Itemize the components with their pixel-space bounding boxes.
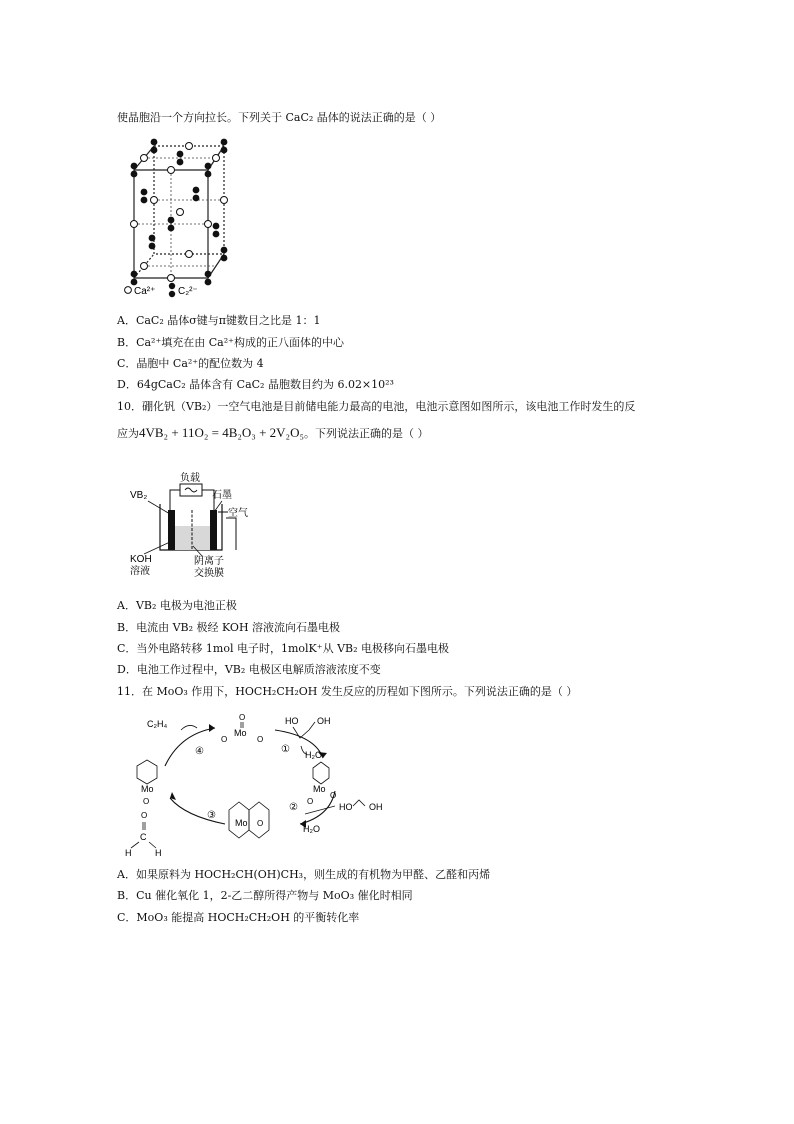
glycol-ho-right: HO [339, 802, 353, 812]
q11-option-c: C．MoO₃ 能提高 HOCH₂CH₂OH 的平衡转化率 [117, 911, 360, 924]
legend-c2-label: C₂²⁻ [178, 286, 198, 297]
ethylene-label: C₂H₄ [147, 719, 168, 729]
glycol-oh-right: OH [369, 802, 383, 812]
q11-stem: 11．在 MoO₃ 作用下，HOCH₂CH₂OH 发生反应的历程如下图所示。下列说法正确的是（ ） [117, 685, 578, 698]
graphite-electrode [210, 510, 217, 550]
mo-intermediate-2: Mo [235, 818, 248, 828]
q10-option-a: A．VB₂ 电极为电池正极 [117, 599, 237, 612]
vb2-air-battery-diagram [130, 470, 260, 580]
q9-option-a: A．CaC₂ 晶体σ键与π键数目之比是 1：1 [117, 314, 321, 327]
water-label-2: H₂O [303, 824, 320, 834]
battery-reaction-equation: 4VB₂ + 11O₂ = 4B₂O₃ + 2V₂O₅ [139, 425, 304, 440]
mo-int1-oxo: O [307, 797, 314, 806]
q9-option-d: D．64gCaC₂ 晶体含有 CaC₂ 晶胞数目约为 6.02×10²³ [117, 378, 394, 391]
cac2-unit-cell-diagram [120, 130, 230, 305]
legend-ca-label: Ca²⁺ [134, 286, 156, 297]
membrane-label-1: 阴离子 [194, 556, 224, 567]
top-oxo-o: O [239, 713, 246, 722]
moo3-reaction-cycle-diagram [125, 706, 395, 866]
q10-stem-line1: 10．硼化钒（VB₂）一空气电池是目前储电能力最高的电池，电池示意图如图所示，该电池工作时发生的反 [117, 400, 636, 413]
water-label-1: H₂O [305, 750, 322, 760]
q11-option-b: B．Cu 催化氧化 1，2-乙二醇所得产物与 MoO₃ 催化时相同 [117, 889, 413, 902]
q10-stem-post: 。下列说法正确的是（ ） [304, 427, 429, 440]
mo-intermediate-4: Mo [141, 784, 154, 794]
koh-label: KOH [130, 554, 152, 565]
formaldehyde-h-right: H [155, 848, 162, 858]
formaldehyde-h-left: H [125, 848, 132, 858]
mo-int4-o: O [143, 797, 150, 806]
q9-option-b: B．Ca²⁺填充在由 Ca²⁺构成的正八面体的中心 [117, 336, 344, 349]
q10-option-b: B．电流由 VB₂ 极经 KOH 溶液流向石墨电极 [117, 621, 341, 634]
q10-option-d: D．电池工作过程中，VB₂ 电极区电解质溶液浓度不变 [117, 663, 381, 676]
vb2-electrode [168, 510, 175, 550]
ca-ion-legend-icon [125, 287, 132, 294]
solution-label: 溶液 [130, 566, 150, 577]
moo3-mo: Mo [234, 728, 247, 738]
step2-label: ② [289, 802, 298, 813]
moo3-o-left: O [221, 735, 228, 744]
mo-int1-o: O [330, 791, 337, 800]
mo-int2-oxo: O [257, 819, 264, 828]
vb2-label: VB₂ [130, 490, 148, 501]
mo-intermediate-1: Mo [313, 784, 326, 794]
q10-stem-pre: 应为 [117, 427, 139, 440]
moo3-o-right: O [257, 735, 264, 744]
load-label: 负载 [180, 473, 200, 484]
membrane-label-2: 交换膜 [194, 568, 224, 579]
q9-stem: 使晶胞沿一个方向拉长。下列关于 CaC₂ 晶体的说法正确的是（ ） [117, 111, 442, 124]
air-label: 空气 [228, 508, 248, 519]
q10-stem-line2 [117, 425, 429, 442]
graphite-label: 石墨 [212, 490, 232, 501]
q10-option-c: C．当外电路转移 1mol 电子时，1molK⁺从 VB₂ 电极移向石墨电极 [117, 642, 450, 655]
glycol-ho-top: HO [285, 716, 299, 726]
c2-ion-legend-icon [169, 283, 175, 289]
q11-option-a: A．如果原料为 HOCH₂CH(OH)CH₃，则生成的有机物为甲醛、乙醛和丙烯 [117, 868, 491, 881]
formaldehyde-o: O [141, 811, 148, 820]
step1-label: ① [281, 744, 290, 755]
glycol-oh-top: OH [317, 716, 331, 726]
step3-label: ③ [207, 810, 216, 821]
step4-label: ④ [195, 746, 204, 757]
formaldehyde-c: C [140, 832, 147, 842]
q9-option-c: C．晶胞中 Ca²⁺的配位数为 4 [117, 357, 264, 370]
